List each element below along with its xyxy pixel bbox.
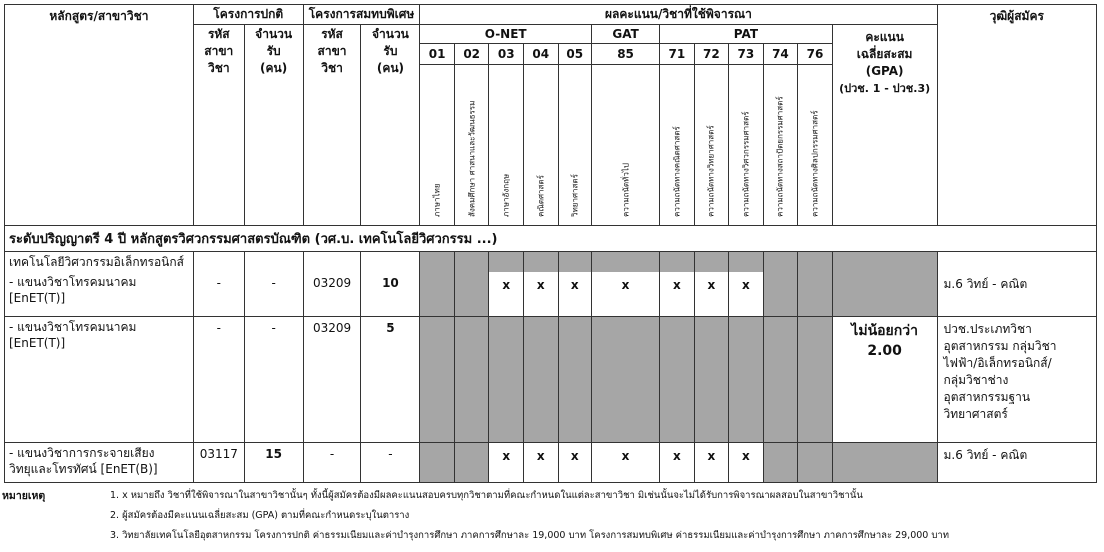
- subject-mark: [729, 316, 764, 442]
- program-cell: [5, 272, 194, 316]
- special-code-header: [303, 25, 361, 226]
- qualification-cell: [937, 272, 1096, 316]
- subject-name-cell: [420, 65, 455, 226]
- subject-code-01: 01: [420, 44, 455, 65]
- subject-name-cell: [592, 65, 660, 226]
- subject-mark: x: [592, 442, 660, 482]
- pat-header: PAT: [660, 25, 833, 44]
- group-gray: [420, 252, 455, 273]
- table-row: [5, 316, 1097, 442]
- qualification-line: อุตสาหกรรม กลุ่มวิชา: [943, 338, 1057, 353]
- gpa-header-line-4: (ปวช. 1 - ปวช.3): [839, 82, 931, 95]
- group-gray: [798, 252, 833, 273]
- subject-mark: x: [660, 272, 695, 316]
- subject-mark: [454, 316, 489, 442]
- group-gray: [832, 252, 937, 273]
- subject-code-71: 71: [660, 44, 695, 65]
- subject-mark: [420, 272, 455, 316]
- special-seats-line-1: จำนวน: [371, 27, 409, 41]
- subject-mark: x: [558, 442, 592, 482]
- special-code-line-2: สาขา: [317, 44, 347, 58]
- scores-header: ผลคะแนน/วิชาที่ใช้พิจารณา: [420, 5, 937, 25]
- special-code: -: [303, 442, 361, 482]
- subject-name: ความถนัดทางวิศวกรรมศาสตร์: [741, 111, 751, 217]
- subject-mark: [660, 316, 695, 442]
- regular-seats: -: [244, 316, 303, 442]
- subject-name: วิทยาศาสตร์: [570, 174, 580, 217]
- subject-name-cell: [558, 65, 592, 226]
- qualification-line: ปวช.ประเภทวิชา: [943, 321, 1032, 336]
- qualification-line: ม.6 วิทย์ - คณิต: [943, 277, 1028, 291]
- note-2: 2. ผู้สมัครต้องมีคะแนนเฉลี่ยสะสม (GPA) ตามที่คณะกำหนดระบุในตาราง: [110, 510, 410, 521]
- header-row-1: [5, 5, 1097, 25]
- group-gray: [523, 252, 558, 273]
- regular-seats-line-2: รับ: [266, 44, 281, 58]
- note-3: 3. วิทยาลัยเทคโนโลยีอุตสาหกรรม โครงการปกติ ค่าธรรมเนียมและค่าบำรุงการศึกษา ภาคการศึกษาละ 19,000 บาท โครงการสมทบพิเศษ ค่าธรรมเนียมและค่าบำรุงการศึกษา ภาคการศึกษาละ 29,000 บาท: [110, 530, 949, 541]
- subject-code-02: 02: [454, 44, 489, 65]
- subject-mark: x: [592, 272, 660, 316]
- gpa-cell: [832, 442, 937, 482]
- regular-code: 03117: [193, 442, 244, 482]
- gpa-min-value: 2.00: [867, 342, 902, 359]
- gat-header: GAT: [592, 25, 660, 44]
- regular-code-line-2: สาขา: [204, 44, 234, 58]
- qualification-line: วิทยาศาสตร์: [943, 406, 1008, 421]
- subject-mark: [798, 442, 833, 482]
- qualification-header: วุฒิผู้สมัคร: [937, 5, 1096, 226]
- regular-code: -: [193, 272, 244, 316]
- program-name: - แขนงวิชาโทรคมนาคม: [9, 275, 137, 289]
- subject-code-76: 76: [798, 44, 833, 65]
- subject-mark: [420, 316, 455, 442]
- subject-name: ความถนัดทางสถาปัตยกรรมศาสตร์: [775, 96, 785, 217]
- program-code: [EnET(T)]: [9, 291, 66, 305]
- program-header: หลักสูตร/สาขาวิชา: [5, 5, 194, 226]
- section-row: [5, 226, 1097, 252]
- group-blank: [193, 252, 244, 273]
- subject-mark: [694, 316, 729, 442]
- special-seats: 5: [361, 316, 420, 442]
- subject-mark: [798, 316, 833, 442]
- group-gray: [592, 252, 660, 273]
- subject-name: คณิตศาสตร์: [536, 175, 546, 217]
- subject-name-cell: [660, 65, 695, 226]
- subject-code-73: 73: [729, 44, 764, 65]
- regular-code-line-3: วิชา: [207, 61, 230, 75]
- subject-mark: x: [729, 442, 764, 482]
- group-blank: [361, 252, 420, 273]
- subject-mark: [454, 442, 489, 482]
- group-row: [5, 252, 1097, 273]
- subject-name: ความถนัดทางศิลปกรรมศาสตร์: [810, 110, 820, 217]
- subject-mark: [558, 316, 592, 442]
- regular-header: โครงการปกติ: [193, 5, 303, 25]
- subject-name-cell: [523, 65, 558, 226]
- regular-code: -: [193, 316, 244, 442]
- subject-mark: x: [489, 272, 524, 316]
- subject-mark: [592, 316, 660, 442]
- subject-mark: x: [660, 442, 695, 482]
- gpa-cell: [832, 316, 937, 442]
- note-1: 1. x หมายถึง วิชาที่ใช้พิจารณาในสาขาวิชานั้นๆ ทั้งนี้ผู้สมัครต้องมีผลคะแนนสอบครบทุกวิชาตามที่คณะกำหนดในแต่ละสาขาวิชา มิเช่นนั้นจะไม่ได้รับการพิจารณาผลสอบในสาขาวิชานั้น: [110, 490, 863, 501]
- group-title: เทคโนโลยีวิศวกรรมอิเล็กทรอนิกส์: [5, 252, 194, 273]
- gpa-header-line-1: คะแนน: [865, 30, 904, 44]
- qualification-cell: [937, 316, 1096, 442]
- subject-mark: x: [523, 272, 558, 316]
- special-code-line-1: รหัส: [321, 27, 343, 41]
- subject-code-03: 03: [489, 44, 524, 65]
- special-seats-line-3: (คน): [376, 61, 405, 75]
- regular-seats: -: [244, 272, 303, 316]
- subject-mark: [489, 316, 524, 442]
- regular-seats-line-1: จำนวน: [255, 27, 293, 41]
- qualification-cell: [937, 442, 1096, 482]
- subject-mark: [798, 272, 833, 316]
- program-name: - แขนงวิชาการกระจายเสียง: [9, 445, 155, 460]
- special-seats-line-2: รับ: [383, 44, 398, 58]
- table-row: [5, 272, 1097, 316]
- onet-header: O-NET: [420, 25, 592, 44]
- gpa-min-label: ไม่น้อยกว่า: [851, 322, 918, 339]
- table-row: [5, 442, 1097, 482]
- subject-mark: x: [558, 272, 592, 316]
- subject-name-cell: [798, 65, 833, 226]
- group-blank: [303, 252, 361, 273]
- subject-code-05: 05: [558, 44, 592, 65]
- special-seats: -: [361, 442, 420, 482]
- subject-name: ภาษาอังกฤษ: [501, 173, 511, 217]
- subject-name: สังคมศึกษา ศาสนาและวัฒนธรรม: [467, 100, 477, 217]
- subject-mark: [763, 316, 798, 442]
- gpa-header-line-3: (GPA): [865, 64, 904, 78]
- subject-name: ความถนัดทั่วไป: [621, 163, 631, 217]
- special-seats: 10: [361, 272, 420, 316]
- subject-mark: x: [694, 272, 729, 316]
- section-title: ระดับปริญญาตรี 4 ปี หลักสูตรวิศวกรรมศาสตรบัณฑิต (วศ.บ. เทคโนโลยีวิศวกรรม ...): [5, 226, 1097, 252]
- group-gray: [694, 252, 729, 273]
- table-container: [4, 4, 1097, 483]
- qualification-line: ไฟฟ้า/อิเล็กทรอนิกส์/: [943, 355, 1052, 370]
- subject-name: ภาษาไทย: [432, 183, 442, 217]
- regular-seats: 15: [244, 442, 303, 482]
- admission-table: [4, 4, 1097, 483]
- subject-mark: [454, 272, 489, 316]
- subject-name-cell: [454, 65, 489, 226]
- program-code: [EnET(T)]: [9, 335, 66, 350]
- special-code-line-3: วิชา: [321, 61, 343, 75]
- subject-mark: [420, 442, 455, 482]
- subject-name-cell: [729, 65, 764, 226]
- subject-mark: [763, 442, 798, 482]
- special-code: 03209: [303, 316, 361, 442]
- group-gray: [454, 252, 489, 273]
- group-blank: [937, 252, 1096, 273]
- gpa-cell: [832, 272, 937, 316]
- subject-name: ความถนัดทางคณิตศาสตร์: [672, 126, 682, 217]
- subject-mark: [763, 272, 798, 316]
- group-blank: [244, 252, 303, 273]
- regular-code-line-1: รหัส: [207, 27, 230, 41]
- group-gray: [729, 252, 764, 273]
- subject-code-85: 85: [592, 44, 660, 65]
- subject-name-cell: [489, 65, 524, 226]
- subject-name-cell: [763, 65, 798, 226]
- special-code: 03209: [303, 272, 361, 316]
- subject-mark: [523, 316, 558, 442]
- subject-code-72: 72: [694, 44, 729, 65]
- subject-mark: x: [729, 272, 764, 316]
- special-seats-header: [361, 25, 420, 226]
- group-gray: [763, 252, 798, 273]
- group-gray: [660, 252, 695, 273]
- regular-seats-header: [244, 25, 303, 226]
- subject-code-04: 04: [523, 44, 558, 65]
- program-code: วิทยุและโทรทัศน์ [EnET(B)]: [9, 461, 158, 476]
- program-cell: [5, 316, 194, 442]
- notes-label: หมายเหตุ: [2, 490, 46, 502]
- qualification-line: อุตสาหกรรมฐาน: [943, 389, 1031, 404]
- gpa-header: [832, 25, 937, 226]
- group-gray: [558, 252, 592, 273]
- regular-seats-line-3: (คน): [260, 61, 288, 75]
- subject-mark: x: [523, 442, 558, 482]
- subject-name: ความถนัดทางวิทยาศาสตร์: [706, 125, 716, 217]
- subject-name-cell: [694, 65, 729, 226]
- qualification-line: ม.6 วิทย์ - คณิต: [943, 447, 1028, 462]
- program-cell: [5, 442, 194, 482]
- special-header: โครงการสมทบพิเศษ: [303, 5, 420, 25]
- program-name: - แขนงวิชาโทรคมนาคม: [9, 319, 137, 334]
- regular-code-header: [193, 25, 244, 226]
- gpa-header-line-2: เฉลี่ยสะสม: [856, 47, 913, 61]
- subject-mark: x: [489, 442, 524, 482]
- subject-mark: x: [694, 442, 729, 482]
- qualification-line: กลุ่มวิชาช่าง: [943, 372, 1009, 387]
- subject-code-74: 74: [763, 44, 798, 65]
- group-gray: [489, 252, 524, 273]
